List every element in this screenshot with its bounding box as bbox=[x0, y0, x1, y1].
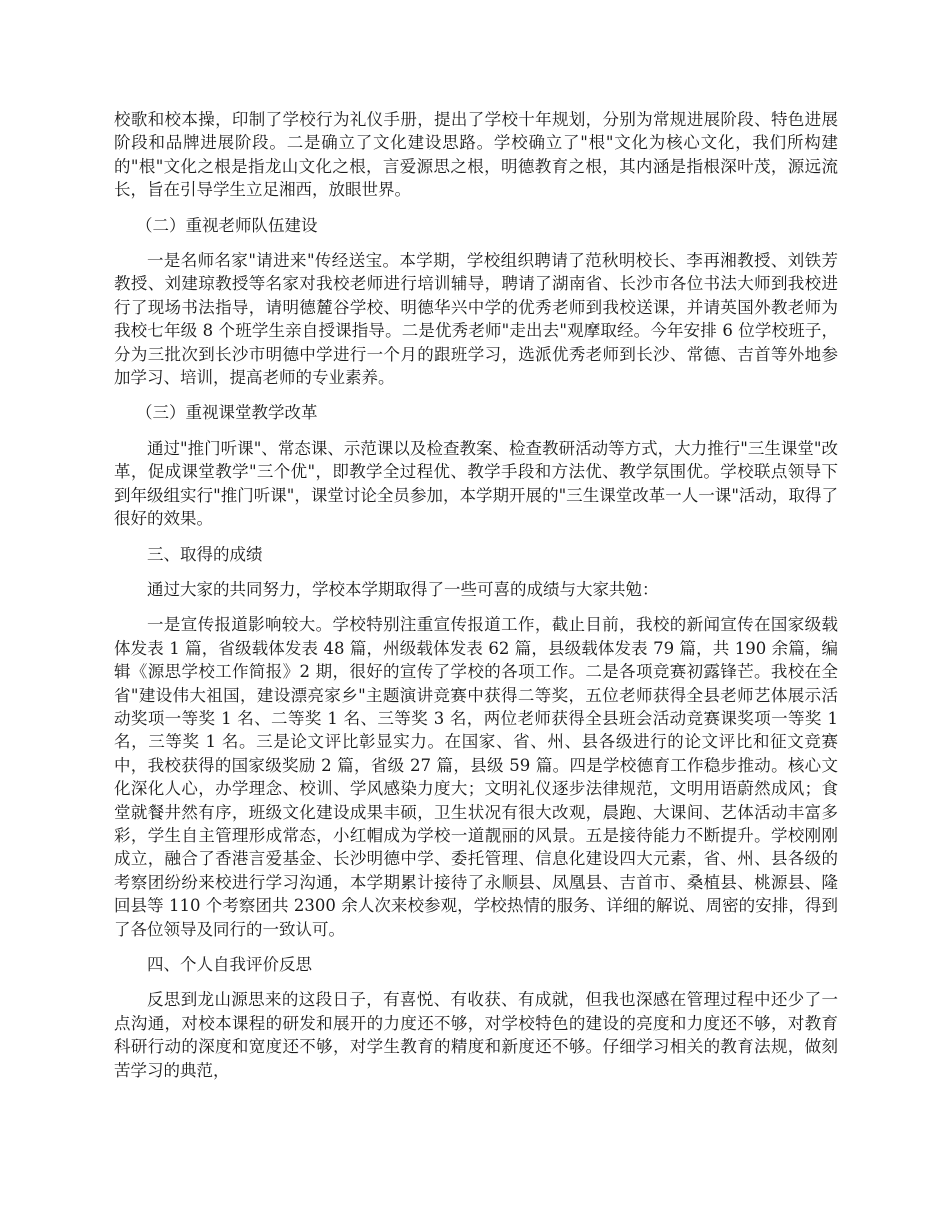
paragraph-achievements-detail: 一是宣传报道影响较大。学校特别注重宣传报道工作，截止目前，我校的新闻宣传在国家级载体发表 1 篇，省级载体发表 48 篇，州级载体发表 62 篇，县级载体发表 79 篇，共 190 余篇，编辑《源思学校工作简报》2 期，很好的宣传了学校的各项工作。二是各项竞赛初露锋芒。我校在全省"建设伟大祖国，建设漂亮家乡"主题演讲竞赛中获得二等奖，五位老师获得全县老师艺体展示活动奖项一等奖 1 名、二等奖 1 名、三等奖 3 名，两位老师获得全县班会活动竞赛课奖项一等奖 1 名，三等奖 1 名。三是论文评比彰显实力。在国家、省、州、县各级进行的论文评比和征文竞赛中，我校获得的国家级奖励 2 篇，省级 27 篇，县级 59 篇。四是学校德育工作稳步推动。核心文化深化人心，办学理念、校训、学风感染力度大；文明礼仪逐步法律规范，文明用语蔚然成风；食堂就餐井然有序，班级文化建设成果丰硕，卫生状况有很大改观，晨跑、大课间、艺体活动丰富多彩，学生自主管理形成常态，小红帽成为学校一道靓丽的风景。五是接待能力不断提升。学校刚刚成立，融合了香港言爱基金、长沙明德中学、委托管理、信息化建设四大元素，省、州、县各级的考察团纷纷来校进行学习沟通，本学期累计接待了永顺县、凤凰县、吉首市、桑植县、桃源县、隆回县等 110 个考察团共 2300 余人次来校参观，学校热情的服务、详细的解说、周密的安排，得到了各位领导及同行的一致认可。 bbox=[114, 615, 838, 939]
paragraph-achievements-intro: 通过大家的共同努力，学校本学期取得了一些可喜的成绩与大家共勉： bbox=[147, 579, 659, 599]
paragraph-self-evaluation: 反思到龙山源思来的这段日子，有喜悦、有收获、有成就，但我也深感在管理过程中还少了一点沟通，对校本课程的研发和展开的力度还不够，对学校特色的建设的亮度和力度还不够，对教育科研行动的深度和宽度还不够，对学生教育的精度和新度还不够。仔细学习相关的教育法规，做刻苦学习的典范， bbox=[114, 990, 838, 1080]
section-heading-teacher-team: （二）重视老师队伍建设 bbox=[136, 215, 318, 235]
section-heading-classroom-reform: （三）重视课堂教学改革 bbox=[136, 403, 318, 423]
paragraph-teacher-team: 一是名师名家"请进来"传经送宝。本学期，学校组织聘请了范秋明校长、李再湘教授、刘铁芳教授、刘建琼教授等名家对我校老师进行培训辅导，聘请了湖南省、长沙市各位书法大师到我校进行了现场书法指导，请明德麓谷学校、明德华兴中学的优秀老师到我校送课，并请英国外教老师为我校七年级 8 个班学生亲自授课指导。二是优秀老师"走出去"观摩取经。今年安排 6 位学校班子，分为三批次到长沙市明德中学进行一个月的跟班学习，选派优秀老师到长沙、常德、吉首等外地参加学习、培训，提高老师的专业素养。 bbox=[114, 251, 838, 388]
paragraph-classroom-reform: 通过"推门听课"、常态课、示范课以及检查教案、检查教研活动等方式，大力推行"三生课堂"改革，促成课堂教学"三个优"，即教学全过程优、教学手段和方法优、教学氛围优。学校联点领导下到年级组实行"推门听课"，课堂讨论全员参加，本学期开展的"三生课堂改革一人一课"活动，取得了很好的效果。 bbox=[114, 438, 838, 529]
section-heading-achievements: 三、取得的成绩 bbox=[147, 544, 263, 564]
section-heading-self-evaluation: 四、个人自我评价反思 bbox=[147, 955, 312, 974]
paragraph-culture-construction: 校歌和校本操，印制了学校行为礼仪手册，提出了学校十年规划，分别为常规进展阶段、特色进展阶段和品牌进展阶段。二是确立了文化建设思路。学校确立了"根"文化为核心文化，我们所构建的"根"文化之根是指龙山文化之根，言爱源思之根，明德教育之根，其内涵是指根深叶茂，源远流长，旨在引导学生立足湘西，放眼世界。 bbox=[114, 110, 838, 200]
document-page bbox=[114, 108, 838, 1094]
